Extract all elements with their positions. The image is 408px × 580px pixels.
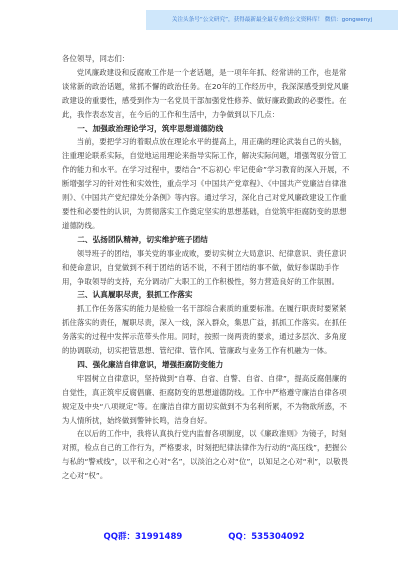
greeting: 各位领导，同志们： (62, 54, 130, 63)
section-heading-2: 二、弘扬团队精神，切实维护班子团结 (77, 234, 208, 244)
footer-contact (0, 531, 408, 543)
section-4-paragraph-2: 在以后的工作中，我将认真执行党内监督各项制度，以《廉政准则》为镜子，时刻对照，检点自己的工作行为，严格要求，时刻把纪律法律作为行动的“高压线”，把握公与私的“警戒线”，以平和之心对“名”，以淡泊之心对“位”，以知足之心对“利”，以敬畏之心对“权”。 (62, 429, 349, 481)
section-1-paragraph: 当前，要把学习的着眼点放在理论水平的提高上，用正确的理论武装自己的头脑，注重理论联系实际，自觉地运用理论来指导实际工作，解决实际问题，增强驾驭分管工作的能力和水平。在学习过程中，要结合“不忘初心 牢记使命”学习教育的深入开展，不断增强学习的针对性和实效性，重点学习《中国共产党章程》、《中国共产党廉洁自律准则》、《中国共产党纪律处分条例》等内容。通过学习，深化自己对党风廉政建设工作重要性和必要性的认识，为贯彻落实工作奠定坚实的思想基础，自觉筑牢拒腐防变的思想道德防线。 (62, 137, 350, 230)
footer-qq: QQ：535304092 (228, 532, 305, 542)
section-4-paragraph-1: 牢固树立自律意识，坚持做到“自尊、自省、自警、自省、自律”，提高反腐倡廉的自觉性，真正筑牢反腐倡廉、拒腐防变的思想道德防线。工作中严格遵守廉洁自律各项规定及中央“八项规定”等。在廉洁自律方面切实做到不为名利所累，不为物欲所惑，不为人情所扰，始终做到警钟长鸣，洁身自好。 (62, 373, 348, 425)
section-3-paragraph: 抓工作任务落实的能力是检验一名干部综合素质的重要标准。在履行职责时要紧紧抓住落实的责任，履职尽责，深入一线，深入群众，集思广益，抓抓工作落实。在抓任务落实的过程中发挥示范带头作用。同时，按照一岗两责的要求，通过多层次、多角度的协调联动，切实把管思想、管纪律、管作风、管廉政与业务工作有机融为一体。 (62, 304, 347, 356)
document-body (62, 52, 352, 483)
section-heading-3: 三、认真履职尽责，狠抓工作落实 (77, 290, 193, 300)
section-heading-1: 一、加强政治理论学习，筑牢思想道德防线 (77, 123, 224, 133)
promo-banner (146, 10, 398, 30)
promo-banner-text: 关注头条号“公文研究”，获得最新最全最专业的公文资料库！ 微信：gongwenyj (171, 17, 373, 23)
section-2-paragraph: 领导班子的团结，事关党的事业成败，要切实树立大局意识、纪律意识、责任意识和使命意识，自觉做到不利于团结的话不说，不利于团结的事不做，做好参谋助手作用，争取领导的支持，充分调动广大职工的工作积极性，努力营造良好的工作氛围。 (62, 248, 347, 286)
section-heading-4: 四、强化廉洁自律意识，增强拒腐防变能力 (77, 359, 224, 369)
footer-qq-group: QQ群：31991489 (103, 532, 183, 542)
intro-paragraph: 党风廉政建设和反腐败工作是一个老话题，是一项年年抓、经常讲的工作，也是常谈常新的政治话题，常抓不懈的政治任务。在20年的工作经历中，我深深感受到党风廉政建设的重要性，感受到作为一名党员干部加强党性修养、做好廉政勤政的必要性。在此，我作表态发言，在今后的工作和生活中，力争做到以下几点： (62, 67, 349, 119)
